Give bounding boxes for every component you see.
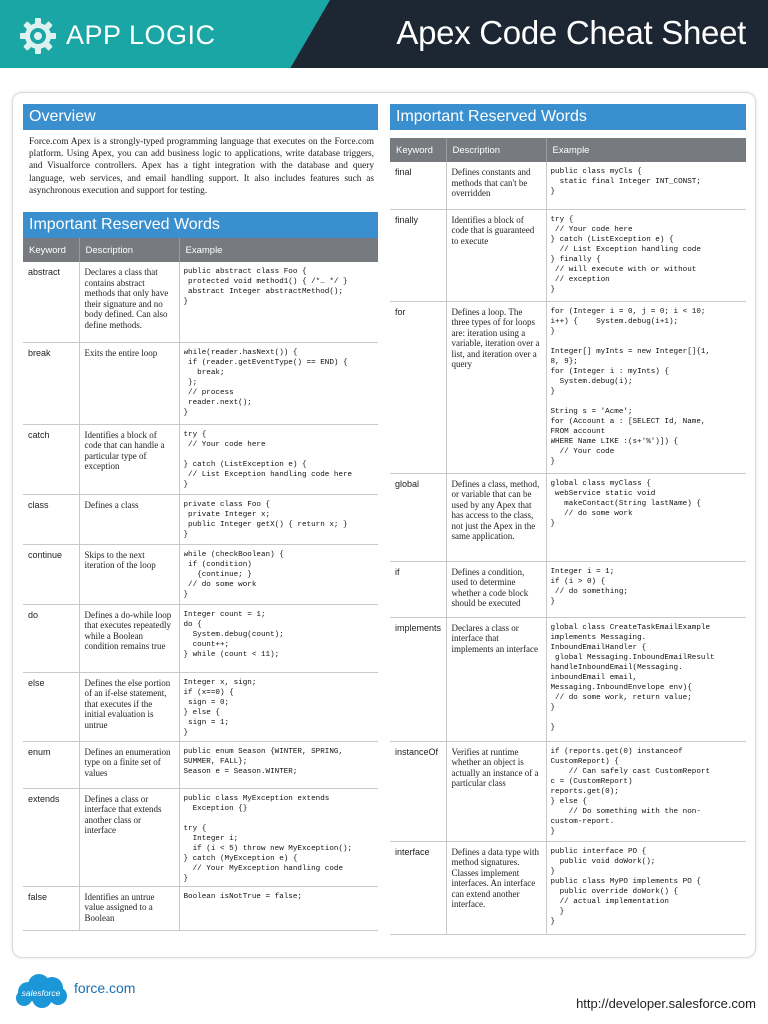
example-cell [546, 561, 746, 617]
keyword-cell: instanceOf [390, 741, 446, 841]
code-example: global class CreateTaskEmailExample implements Messaging. InboundEmailHandler { global Messaging.InboundEmailResult handleInboundEmail(Messaging. inboundEmail email, Messaging.InboundEnvelope env){ // do some work, return value; } } [550, 623, 715, 732]
description-cell: Defines a do-while loop that executes repeatedly while a Boolean condition remains true [79, 604, 179, 672]
table-row [23, 544, 378, 604]
code-example: try { // Your code here } catch (ListException e) { // List Exception handling code } finally { // will execute with or without // exception } [550, 215, 701, 294]
keyword-cell: extends [23, 788, 79, 886]
keyword-cell: abstract [23, 262, 79, 342]
description-cell: Skips to the next iteration of the loop [79, 544, 179, 604]
table-row [23, 494, 378, 544]
example-cell [546, 473, 746, 561]
salesforce-cloud-icon [12, 972, 70, 1010]
keyword-cell: implements [390, 617, 446, 741]
force-com-logo-text: force.com [74, 980, 136, 996]
footer-url: http://developer.salesforce.com [576, 996, 756, 1011]
description-cell: Defines a data type with method signatures. Classes implement interfaces. An interface can extend another interface. [446, 841, 546, 934]
description-cell: Identifies a block of code that can handle a particular type of exception [79, 424, 179, 494]
table-row [390, 473, 746, 561]
example-cell [179, 494, 378, 544]
keyword-cell: global [390, 473, 446, 561]
table-row [390, 301, 746, 473]
code-example: Boolean isNotTrue = false; [183, 892, 302, 901]
keyword-cell: final [390, 162, 446, 209]
description-cell: Identifies a block of code that is guaranteed to execute [446, 209, 546, 301]
table-header-row [23, 238, 378, 262]
keyword-cell: catch [23, 424, 79, 494]
code-example: public class MyException extends Exception {} try { Integer i; if (i < 5) throw new MyException(); } catch (MyException e) { // Your MyException handling code } [183, 794, 353, 883]
column-header-description: Description [79, 238, 179, 262]
example-cell [179, 672, 378, 741]
column-header-example: Example [179, 238, 378, 262]
description-cell: Defines a class or interface that extends another class or interface [79, 788, 179, 886]
code-example: if (reports.get(0) instanceof CustomReport) { // Can safely cast CustomReport c = (CustomReport) reports.get(0); } else { // Do something with the non- custom-report. } [550, 747, 710, 836]
table-row [390, 741, 746, 841]
overview-heading: Overview [23, 104, 378, 130]
keyword-cell: false [23, 886, 79, 930]
example-cell [546, 162, 746, 209]
table-row [23, 262, 378, 342]
column-header-keyword: Keyword [390, 138, 446, 162]
example-cell [179, 424, 378, 494]
table-row [23, 424, 378, 494]
column-header-keyword: Keyword [23, 238, 79, 262]
table-row [23, 788, 378, 886]
code-example: private class Foo { private Integer x; public Integer getX() { return x; } } [183, 500, 348, 539]
left-reserved-words-table [23, 238, 378, 931]
salesforce-logo-text: salesforce [21, 988, 61, 998]
description-cell: Defines a loop. The three types of for loops are: iteration using a variable, iteration over a list, and iteration over a query [446, 301, 546, 473]
description-cell: Declares a class or interface that implements an interface [446, 617, 546, 741]
code-example: global class myClass { webService static void makeContact(String lastName) { // do some work } [550, 479, 701, 528]
table-row [390, 162, 746, 209]
keyword-cell: class [23, 494, 79, 544]
description-cell: Declares a class that contains abstract methods that only have their signature and no body defined. Can also define methods. [79, 262, 179, 342]
table-row [23, 886, 378, 930]
keyword-cell: finally [390, 209, 446, 301]
column-header-description: Description [446, 138, 546, 162]
description-cell: Identifies an untrue value assigned to a Boolean [79, 886, 179, 930]
page-title: Apex Code Cheat Sheet [396, 14, 746, 51]
table-row [390, 209, 746, 301]
keyword-cell: break [23, 342, 79, 424]
table-row [23, 672, 378, 741]
table-row [23, 604, 378, 672]
table-row [390, 617, 746, 741]
code-example: Integer count = 1; do { System.debug(count); count++; } while (count < 11); [183, 610, 284, 659]
table-row [23, 741, 378, 788]
example-cell [546, 301, 746, 473]
code-example: public enum Season {WINTER, SPRING, SUMMER, FALL}; Season e = Season.WINTER; [183, 747, 343, 776]
table-row [23, 342, 378, 424]
example-cell [546, 741, 746, 841]
column-header-example: Example [546, 138, 746, 162]
keyword-cell: for [390, 301, 446, 473]
gear-icon [18, 16, 58, 56]
table-header-row [390, 138, 746, 162]
keyword-cell: else [23, 672, 79, 741]
code-example: while (checkBoolean) { if (condition) {continue; } // do some work } [183, 550, 284, 599]
left-section-heading: Important Reserved Words [23, 212, 378, 238]
code-example: Integer x, sign; if (x==0) { sign = 0; } else { sign = 1; } [183, 678, 257, 737]
example-cell [179, 604, 378, 672]
example-cell [179, 788, 378, 886]
description-cell: Defines constants and methods that can't be overridden [446, 162, 546, 209]
description-cell: Defines the else portion of an if-else statement, that executes if the initial evaluation is untrue [79, 672, 179, 741]
table-row [390, 841, 746, 934]
keyword-cell: continue [23, 544, 79, 604]
code-example: public abstract class Foo { protected void method1() { /*… */ } abstract Integer abstractMethod(); } [183, 268, 348, 306]
example-cell [179, 262, 378, 342]
keyword-cell: enum [23, 741, 79, 788]
example-cell [179, 741, 378, 788]
code-example: while(reader.hasNext()) { if (reader.getEventType() == END) { break; }; // process reader.next(); } [183, 348, 348, 417]
description-cell: Defines an enumeration type on a finite set of values [79, 741, 179, 788]
right-section-heading: Important Reserved Words [390, 104, 746, 130]
example-cell [546, 841, 746, 934]
description-cell: Defines a class [79, 494, 179, 544]
code-example: public class myCls { static final Integer INT_CONST; } [550, 168, 701, 196]
description-cell: Defines a condition, used to determine whether a code block should be executed [446, 561, 546, 617]
code-example: public interface PO { public void doWork(); } public class MyPO implements PO { public override doWork() { // actual implementation } } [550, 847, 701, 926]
left-column [23, 104, 378, 931]
example-cell [546, 617, 746, 741]
description-cell: Verifies at runtime whether an object is actually an instance of a particular class [446, 741, 546, 841]
overview-text: Force.com Apex is a strongly-typed programming language that executes on the Force.com platform. Using Apex, you can add business logic to applications, write database triggers, and Visualforce controllers. Apex has a tight integration with the database and query language, web services, and email handling support. It also includes features such as asynchronous execution and support for testing. [29, 137, 374, 196]
right-reserved-words-table [390, 138, 746, 935]
brand-name: APP LOGIC [66, 20, 216, 50]
code-example: try { // Your code here } catch (ListException e) { // List Exception handling code here } [183, 430, 353, 489]
keyword-cell: if [390, 561, 446, 617]
example-cell [179, 544, 378, 604]
example-cell [179, 886, 378, 930]
code-example: for (Integer i = 0, j = 0; i < 10; i++) { System.debug(i+1); } Integer[] myInts = new Integer[]{1, 8, 9}; for (Integer i : myInts) { System.debug(i); } String s = 'Acme'; for (Account a : [SELECT Id, Name, FROM account WHERE Name LIKE :(s+'%')]) { // Your code } [550, 307, 710, 466]
code-example: Integer i = 1; if (i > 0) { // do something; } [550, 567, 628, 606]
example-cell [546, 209, 746, 301]
description-cell: Defines a class, method, or variable that can be used by any Apex that has access to the class, not just the Apex in the same application. [446, 473, 546, 561]
page-header [0, 0, 768, 68]
right-column [390, 104, 746, 935]
keyword-cell: do [23, 604, 79, 672]
example-cell [179, 342, 378, 424]
description-cell: Exits the entire loop [79, 342, 179, 424]
keyword-cell: interface [390, 841, 446, 934]
table-row [390, 561, 746, 617]
